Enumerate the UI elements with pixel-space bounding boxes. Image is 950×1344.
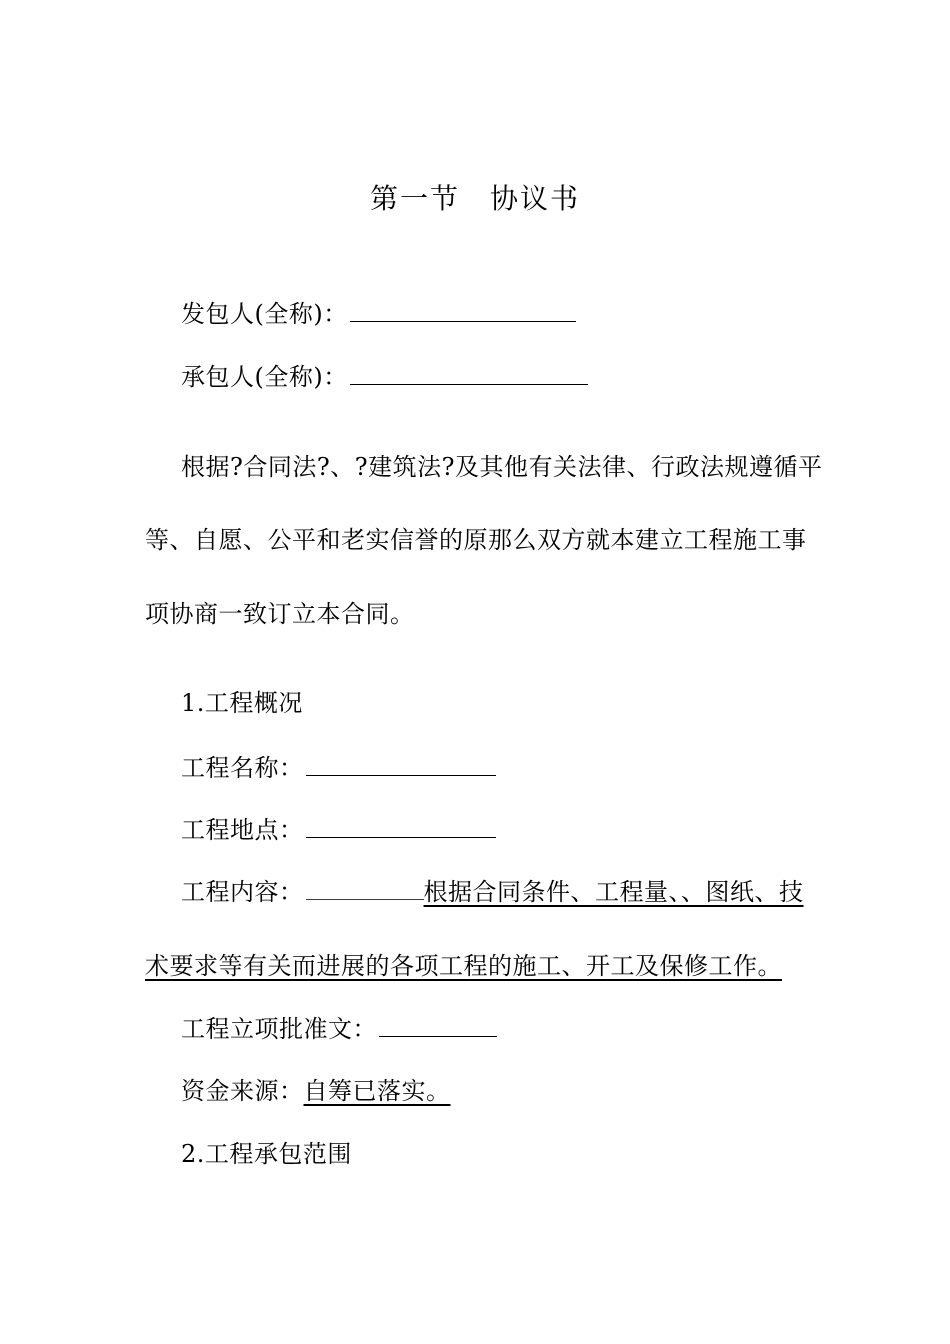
project-location-line [181, 815, 496, 845]
project-content-value-2: 术要求等有关而进展的各项工程的施工、开工及保修工作。 [145, 952, 782, 980]
project-location-label: 工程地点： [181, 816, 304, 844]
project-content-line-2 [145, 951, 782, 981]
project-name-blank [306, 753, 496, 776]
contractor-line [181, 362, 588, 392]
project-content-line [181, 877, 804, 907]
preamble-line-3: 项协商一致订立本合同。 [145, 600, 415, 628]
funding-label: 资金来源： [181, 1077, 304, 1105]
preamble-line-2: 等、自愿、公平和老实信誉的原那么双方就本建立工程施工事 [145, 526, 807, 554]
employer-label: 发包人(全称)： [181, 300, 348, 328]
section1-heading: 1.工程概况 [181, 689, 303, 717]
approval-line [181, 1014, 497, 1044]
section2-heading: 2.工程承包范围 [181, 1140, 352, 1168]
funding-line [181, 1076, 451, 1106]
contractor-blank [350, 362, 588, 385]
approval-blank [379, 1014, 497, 1037]
project-content-label: 工程内容： [181, 878, 304, 906]
preamble-line-1: 根据?合同法?、?建筑法?及其他有关法律、行政法规遵循平 [181, 453, 823, 481]
funding-value: 自筹已落实。 [303, 1077, 451, 1105]
employer-blank [350, 299, 576, 322]
project-location-blank [306, 815, 496, 838]
approval-label: 工程立项批准文： [181, 1015, 377, 1043]
project-content-value-1: 根据合同条件、工程量、、图纸、技 [423, 878, 804, 906]
project-name-label: 工程名称： [181, 754, 304, 782]
contractor-label: 承包人(全称)： [181, 363, 348, 391]
page-title [0, 183, 950, 215]
project-content-blank [306, 877, 424, 900]
title-name: 协议书 [490, 182, 581, 215]
title-section: 第一节 [369, 182, 460, 215]
project-name-line [181, 753, 496, 783]
employer-line [181, 299, 576, 329]
